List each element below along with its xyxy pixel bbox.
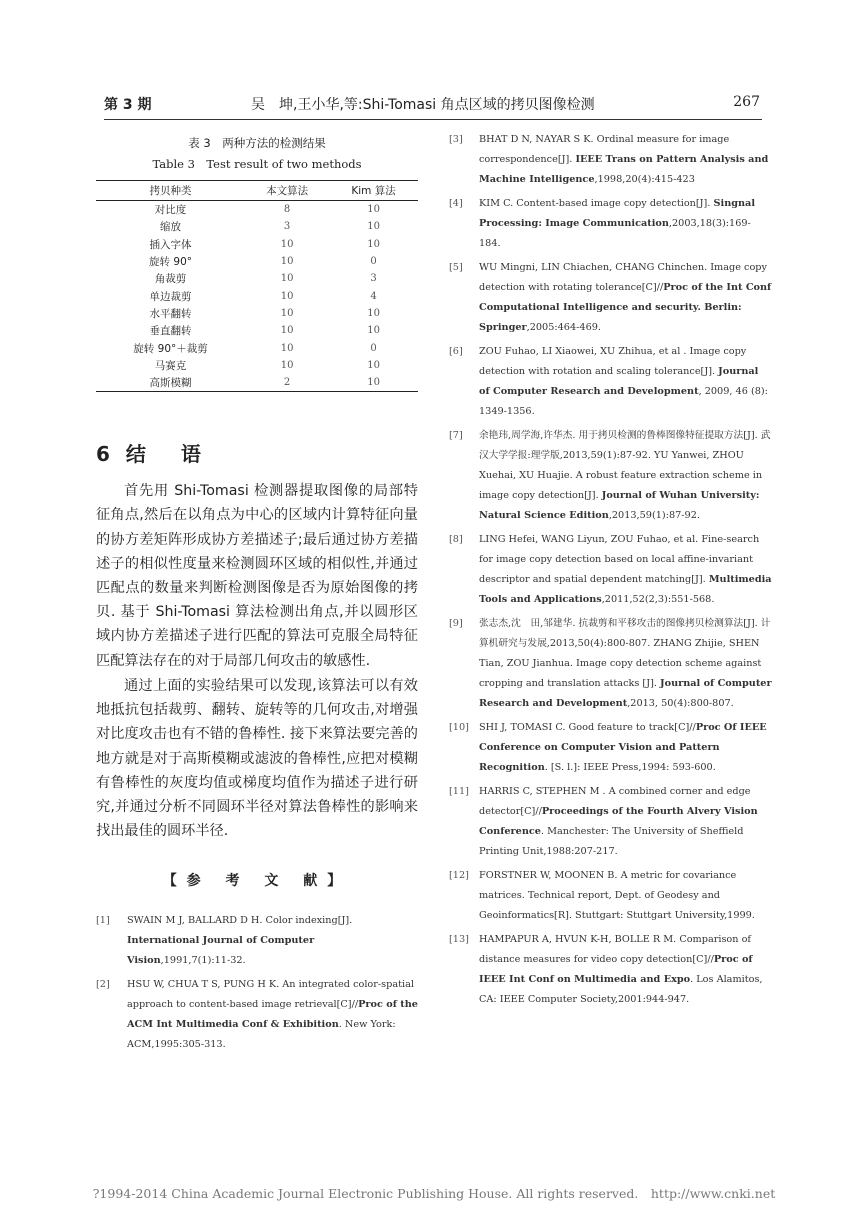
cell-kim: 4: [370, 290, 377, 302]
header-rule: [104, 119, 762, 120]
reference-item: [449, 426, 772, 526]
reference-item: [449, 930, 772, 1010]
section-heading: [96, 438, 418, 467]
cell-ours: 10: [280, 359, 294, 371]
reference-text: KIM C. Content-based image copy detection[J].: [479, 198, 714, 209]
reference-source: IEEE Trans on Pattern Analysis and Machine Intelligence: [479, 154, 769, 185]
cell-copy-type: 单边裁剪: [149, 290, 192, 303]
conclusion-paragraph: 通过上面的实验结果可以发现,该算法可以有效地抵抗包括裁剪、翻转、旋转等的几何攻击,对增强对比度攻击也有不错的鲁棒性. 接下来算法要完善的地方就是对于高斯模糊或滤波的鲁棒性,应把对模糊有鲁棒性的灰度均值或梯度均值作为描述子进行研究,并通过分析不同圆环半径对算法鲁棒性的影响来找出最佳的圆环半径.: [96, 677, 418, 840]
reference-tail: . New York: ACM,1995:305-313.: [127, 1019, 396, 1051]
reference-number: [5]: [449, 262, 463, 273]
reference-text: HAMPAPUR A, HVUN K-H, BOLLE R M. Comparison of distance measures for video copy detection[C]//: [479, 934, 751, 965]
col-header-type: 拷贝种类: [96, 181, 245, 201]
table-row: [96, 270, 418, 287]
reference-item: [449, 258, 772, 338]
right-column: [449, 130, 772, 1014]
reference-number: [6]: [449, 346, 463, 357]
reference-item: [449, 614, 772, 714]
cell-ours: 10: [280, 256, 294, 268]
reference-tail: . Manchester: The University of Sheffield Printing Unit,1988:207-217.: [479, 826, 744, 857]
reference-number: [11]: [449, 786, 469, 797]
table-row: [96, 322, 418, 339]
page-header: [104, 94, 760, 116]
cell-copy-type: 高斯模糊: [96, 374, 245, 392]
cell-kim: 3: [370, 273, 377, 285]
section-number: 6: [96, 442, 112, 467]
reference-source: Proc of the Int Conf Computational Intelligence and security. Berlin: Springer: [479, 282, 772, 333]
cell-ours: 10: [280, 238, 294, 250]
references-list-right: [449, 130, 772, 1010]
references-list-left: [96, 911, 418, 1055]
cell-kim: 0: [370, 256, 377, 268]
col-header-ours: 本文算法: [245, 181, 329, 201]
table-row: [96, 201, 418, 219]
results-table: [96, 180, 418, 392]
references-heading: 【参 考 文 献】: [162, 873, 352, 890]
table-header-row: [96, 181, 418, 201]
reference-item: [449, 130, 772, 190]
reference-text: 余艳玮,周学海,许华杰. 用于拷贝检测的鲁棒图像特征提取方法[J]. 武汉大学学报:理学版,2013,59(1):87-92. YU Yanwei, ZHOU Xuehai, XU Huajie. A robust feature extraction scheme in image copy detection[J].: [479, 430, 771, 501]
issue-number: 第 3 期: [104, 97, 152, 113]
reference-tail: ,2003,18(3):169-184.: [479, 218, 751, 249]
page-number: 267: [733, 94, 760, 110]
cell-ours: 10: [280, 342, 294, 354]
reference-number: [12]: [449, 870, 469, 881]
cell-copy-type: 缩放: [160, 221, 182, 234]
cell-kim: 10: [367, 204, 380, 216]
reference-source: Proceedings of the Fourth Alvery Vision Conference: [479, 806, 758, 837]
table-row: [96, 287, 418, 304]
reference-number: [9]: [449, 618, 463, 629]
reference-text: 张志杰,沈 田,邹建华. 抗裁剪和平移攻击的图像拷贝检测算法[J]. 计算机研究与发展,2013,50(4):800-807. ZHANG Zhijie, SHEN Tian, ZOU Jianhua. Image copy detection scheme against cropping and translation attacks [J].: [479, 618, 771, 689]
reference-source: Journal of Computer Research and Development: [479, 366, 759, 397]
cell-copy-type: 水平翻转: [149, 307, 192, 320]
reference-item: [449, 866, 772, 926]
reference-number: [10]: [449, 722, 469, 733]
cell-copy-type: 旋转 90°: [149, 256, 192, 269]
reference-source: Journal of Computer Research and Development: [479, 678, 772, 709]
reference-item: [96, 975, 418, 1055]
reference-source: Journal of Wuhan University: Natural Science Edition: [479, 490, 760, 521]
reference-source: Multimedia Tools and Applications: [479, 574, 772, 605]
reference-text: SHI J, TOMASI C. Good feature to track[C]//: [479, 722, 696, 733]
reference-text: LING Hefei, WANG Liyun, ZOU Fuhao, et al. Fine-search for image copy detection based on local affine-invariant descriptor and spatial dependent matching[J].: [479, 534, 760, 585]
cell-copy-type: 对比度: [154, 204, 187, 217]
reference-tail: ,2013,59(1):87-92.: [608, 510, 700, 521]
cell-ours: 10: [280, 325, 294, 337]
table-row: [96, 374, 418, 392]
reference-source: Proc Of IEEE Conference on Computer Vision and Pattern Recognition: [479, 722, 767, 773]
reference-text: ZOU Fuhao, LI Xiaowei, XU Zhihua, et al . Image copy detection with rotation and scaling tolerance[J].: [479, 346, 747, 377]
reference-tail: ,2013, 50(4):800-807.: [627, 698, 734, 709]
cell-ours: 10: [280, 290, 294, 302]
table-caption-en: Table 3 Test result of two methods: [152, 157, 362, 171]
left-column: [96, 130, 418, 1059]
cell-copy-type: 旋转 90°＋裁剪: [133, 342, 208, 355]
reference-tail: . [S. l.]: IEEE Press,1994: 593-600.: [544, 762, 716, 773]
cell-copy-type: 角裁剪: [154, 273, 187, 286]
cell-copy-type: 垂直翻转: [149, 325, 192, 338]
table-row: [96, 305, 418, 322]
cell-kim: 10: [367, 325, 380, 337]
cell-copy-type: 插入字体: [149, 238, 192, 251]
reference-number: [3]: [449, 134, 463, 145]
reference-source: Proc of IEEE Int Conf on Multimedia and Expo: [479, 954, 753, 985]
reference-source: Singnal Processing: Image Communication: [479, 198, 756, 229]
reference-text: HARRIS C, STEPHEN M . A combined corner and edge detector[C]//: [479, 786, 751, 817]
reference-text: BHAT D N, NAYAR S K. Ordinal measure for image correspondence[J].: [479, 134, 730, 165]
col-header-kim: Kim 算法: [329, 181, 418, 201]
cell-copy-type: 马赛克: [154, 359, 187, 372]
reference-item: [449, 342, 772, 422]
reference-number: [1]: [96, 915, 110, 927]
table-caption-cn: 表 3 两种方法的检测结果: [188, 136, 326, 150]
reference-source: Proc of the ACM Int Multimedia Conf & Exhibition: [127, 999, 418, 1031]
reference-tail: ,1991,7(1):11-32.: [160, 955, 246, 967]
cell-ours: 10: [280, 273, 294, 285]
cell-kim: 10: [329, 374, 418, 392]
copyright-footer: ?1994-2014 China Academic Journal Electronic Publishing House. All rights reserved. http://www.cnki.net: [92, 1186, 776, 1201]
reference-tail: . Los Alamitos, CA: IEEE Computer Society,2001:944-947.: [479, 974, 763, 1005]
table-row: [96, 218, 418, 235]
table-row: [96, 253, 418, 270]
reference-source: International Journal of Computer Vision: [127, 935, 315, 967]
reference-tail: , 2009, 46 (8): 1349-1356.: [479, 386, 768, 417]
reference-number: [7]: [449, 430, 463, 441]
reference-tail: ,2005:464-469.: [526, 322, 601, 333]
cell-kim: 10: [367, 221, 380, 233]
reference-item: [449, 718, 772, 778]
reference-number: [2]: [96, 979, 110, 991]
running-title: 吴 坤,王小华,等:Shi-Tomasi 角点区域的拷贝图像检测: [251, 97, 595, 113]
reference-text: HSU W, CHUA T S, PUNG H K. An integrated color-spatial approach to content-based image retrieval[C]//: [127, 979, 414, 1011]
reference-item: [449, 530, 772, 610]
cell-kim: 0: [370, 342, 377, 354]
cell-ours: 3: [283, 221, 291, 233]
section-title: 结 语: [125, 442, 215, 467]
cell-kim: 10: [367, 359, 380, 371]
reference-item: [449, 194, 772, 254]
reference-text: SWAIN M J, BALLARD D H. Color indexing[J].: [127, 915, 353, 927]
cell-ours: 10: [280, 307, 294, 319]
conclusion-paragraph: 首先用 Shi-Tomasi 检测器提取图像的局部特征角点,然后在以角点为中心的区域内计算特征向量的协方差矩阵形成协方差描述子;最后通过协方差描述子的相似性度量来检测圆环区域的相似性,并通过匹配点的数量来判断检测图像是否为原始图像的拷贝. 基于 Shi-Tomasi 算法检测出角点,并以圆形区域内协方差描述子进行匹配的算法可克服全局特征匹配算法存在的对于局部几何攻击的敏感性.: [96, 483, 418, 669]
reference-number: [13]: [449, 934, 469, 945]
table-row: [96, 357, 418, 374]
reference-text: WU Mingni, LIN Chiachen, CHANG Chinchen. Image copy detection with rotating tolerance[C]//: [479, 262, 767, 293]
reference-number: [8]: [449, 534, 463, 545]
cell-ours: 8: [283, 204, 291, 216]
reference-item: [449, 782, 772, 862]
reference-number: [4]: [449, 198, 463, 209]
table-row: [96, 339, 418, 356]
cell-ours: 2: [245, 374, 329, 392]
cell-kim: 10: [367, 238, 380, 250]
reference-item: [96, 911, 418, 971]
reference-tail: ,1998,20(4):415-423: [594, 174, 695, 185]
reference-tail: ,2011,52(2,3):551-568.: [601, 594, 715, 605]
reference-text: FORSTNER W, MOONEN B. A metric for covariance matrices. Technical report, Dept. of Geodesy and Geoinformatics[R]. Stuttgart: Stuttgart University,1999.: [479, 870, 755, 921]
table-row: [96, 236, 418, 253]
cell-kim: 10: [367, 307, 380, 319]
